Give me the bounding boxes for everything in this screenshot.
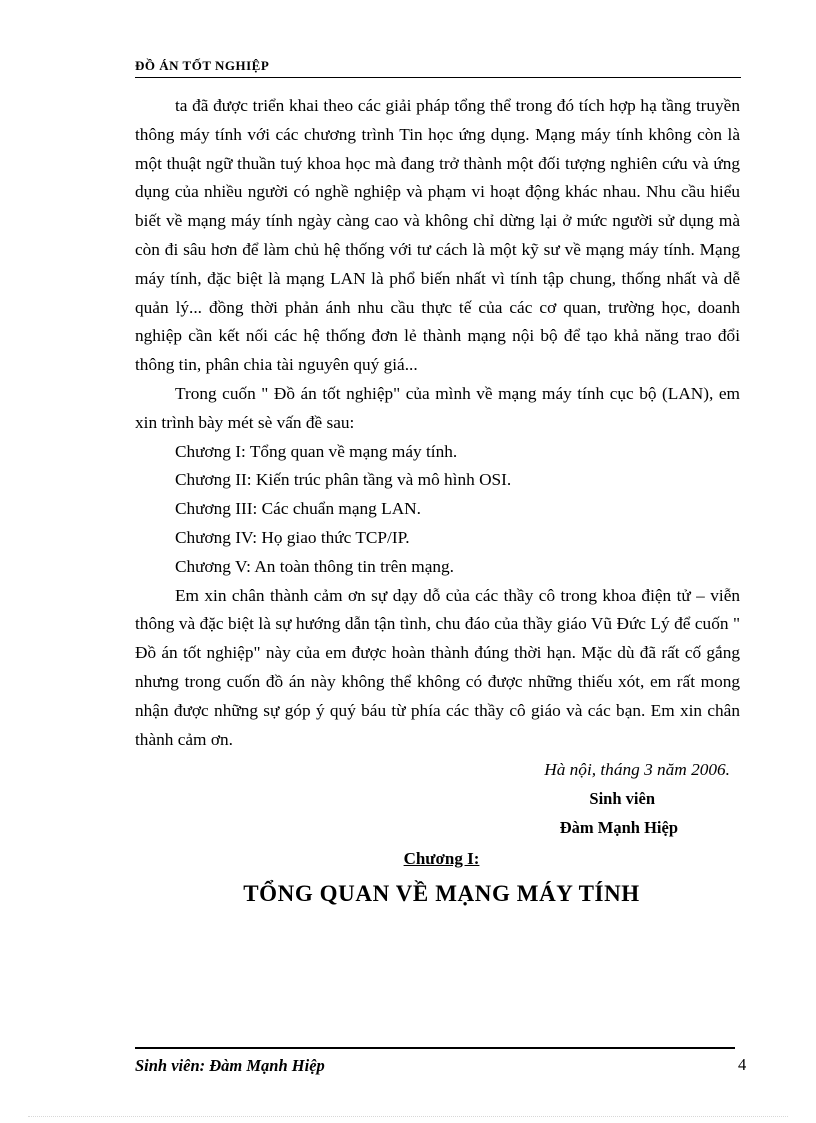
page-header: ĐỒ ÁN TỐT NGHIỆP <box>135 58 741 78</box>
signature-role: Sinh viên <box>589 789 655 809</box>
page-number: 4 <box>738 1055 747 1074</box>
footer-divider <box>135 1047 735 1049</box>
chapter-title: TỔNG QUAN VỀ MẠNG MÁY TÍNH <box>243 880 640 906</box>
document-body <box>135 92 740 908</box>
intro-paragraph: ta đã được triển khai theo các giải pháp tổng thể trong đó tích hợp hạ tầng truyền thông máy tính với các chương trình Tin học ứng dụng. Mạng máy tính không còn là một thuật ngữ thuần tuý khoa học mà đang trở thành một đối tượng nghiên cứu và ứng dụng của nhiều người có nghề nghiệp và phạm vi hoạt động khác nhau. Nhu cầu hiểu biết về mạng máy tính ngày càng cao và không chỉ dừng lại ở mức người sử dụng mà còn đi sâu hơn để làm chủ hệ thống với tư cách là một kỹ sư về mạng máy tính. Mạng máy tính, đặc biệt là mạng LAN là phổ biến nhất vì tính tập chung, thống nhất và dễ quản lý... đồng thời phản ánh nhu cầu thực tế của các cơ quan, trường học, doanh nghiệp cần kết nối các hệ thống đơn lẻ thành mạng nội bộ để tạo khả năng trao đổi thông tin, phân chia tài nguyên quý giá... <box>135 96 740 375</box>
thanks-paragraph: Em xin chân thành cảm ơn sự dạy dỗ của các thầy cô trong khoa điện tử – viễn thông và đặc biệt là sự hướng dẫn tận tình, chu đáo của thầy giáo Vũ Đức Lý để cuốn " Đồ án tốt nghiệp" này của em được hoàn thành đúng thời hạn. Mặc dù đã rất cố gắng nhưng trong cuốn đồ án này không thể không có được những thiếu xót, em rất mong nhận được những sự góp ý quý báu từ phía các thầy cô giáo và các bạn. Em xin chân thành cảm ơn. <box>135 585 740 749</box>
chapter-list-item: Chương V: An toàn thông tin trên mạng. <box>175 556 454 576</box>
chapter-label: Chương I: <box>403 848 480 868</box>
chapter-list-item: Chương I: Tổng quan về mạng máy tính. <box>175 441 458 461</box>
chapter-list-item: Chương II: Kiến trúc phân tầng và mô hình OSI. <box>175 470 512 490</box>
footer-author: Sinh viên: Đàm Mạnh Hiệp <box>135 1056 325 1075</box>
page-bottom-edge <box>28 1116 788 1117</box>
chapter-list <box>135 438 740 582</box>
outline-paragraph: Trong cuốn " Đồ án tốt nghiệp" của mình về mạng máy tính cục bộ (LAN), em xin trình bày mét sè vấn đề sau: <box>135 383 740 432</box>
signature-name: Đàm Mạnh Hiệp <box>559 817 678 837</box>
chapter-list-item: Chương III: Các chuẩn mạng LAN. <box>175 499 421 519</box>
chapter-list-item: Chương IV: Họ giao thức TCP/IP. <box>175 527 410 547</box>
signature-date: Hà nội, tháng 3 năm 2006. <box>544 760 730 780</box>
